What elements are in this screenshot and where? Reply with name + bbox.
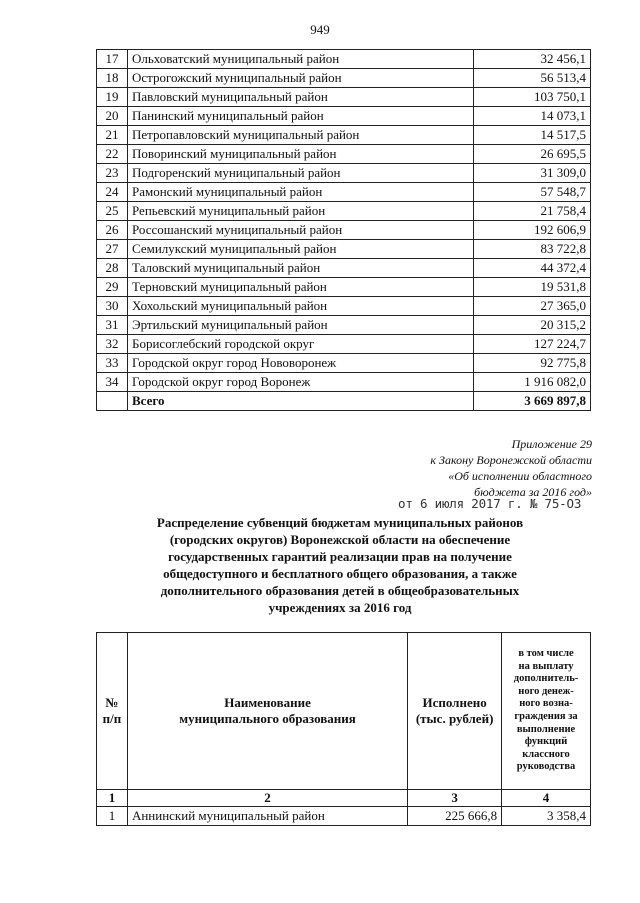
municipality-name: Хохольский муниципальный район (128, 297, 474, 316)
row-number: 1 (97, 807, 128, 826)
row-number: 17 (97, 50, 128, 69)
table-row (97, 259, 591, 278)
header-executed-line: (тыс. рублей) (415, 711, 494, 726)
amount-value: 26 695,5 (474, 145, 591, 164)
column-index: 1 (97, 790, 128, 807)
amount-value: 192 606,9 (474, 221, 591, 240)
amount-value: 14 517,5 (474, 126, 591, 145)
budget-table-body (97, 50, 591, 411)
header-municipality-line: Наименование (224, 695, 311, 710)
table-row (97, 202, 591, 221)
page-number: 949 (310, 22, 330, 37)
appendix-note (430, 436, 592, 500)
header-class-reward-line: выполнение (516, 723, 576, 735)
amount-value: 103 750,1 (474, 88, 591, 107)
date-stamp: от 6 июля 2017 г. № 75-ОЗ (398, 496, 582, 511)
municipality-name: Репьевский муниципальный район (128, 202, 474, 221)
column-index: 4 (502, 790, 591, 807)
appendix-number: Приложение 29 (511, 437, 592, 451)
municipality-name: Ольховатский муниципальный район (128, 50, 474, 69)
municipality-name: Городской округ город Нововоронеж (128, 354, 474, 373)
total-row (97, 392, 591, 411)
header-class-reward-line: дополнитель- (513, 673, 579, 685)
amount-value: 31 309,0 (474, 164, 591, 183)
header-class-reward (502, 633, 591, 790)
amount-value: 57 548,7 (474, 183, 591, 202)
row-number: 19 (97, 88, 128, 107)
header-class-reward-line: на выплату (518, 660, 574, 672)
table-row (97, 88, 591, 107)
municipality-name: Таловский муниципальный район (128, 259, 474, 278)
table-row (97, 240, 591, 259)
header-executed-line: Исполнено (422, 695, 487, 710)
amount-value: 27 365,0 (474, 297, 591, 316)
table-row (97, 316, 591, 335)
title-line: общедоступного и бесплатного общего образования, а также (163, 566, 517, 581)
municipality-name: Семилукский муниципальный район (128, 240, 474, 259)
header-executed (408, 633, 502, 790)
amount-value: 44 372,4 (474, 259, 591, 278)
column-index-row (97, 790, 591, 807)
municipality-name: Павловский муниципальный район (128, 88, 474, 107)
row-number: 26 (97, 221, 128, 240)
row-number: 27 (97, 240, 128, 259)
header-class-reward-line: в том числе (518, 648, 574, 660)
row-number: 22 (97, 145, 128, 164)
municipality-name: Петропавловский муниципальный район (128, 126, 474, 145)
municipality-name: Терновский муниципальный район (128, 278, 474, 297)
header-municipality (127, 633, 407, 790)
title-line: (городских округов) Воронежской области на обеспечение (169, 532, 511, 547)
table-row (97, 50, 591, 69)
table-row (97, 807, 591, 826)
amount-value: 83 722,8 (474, 240, 591, 259)
row-number: 24 (97, 183, 128, 202)
row-number: 30 (97, 297, 128, 316)
row-number: 18 (97, 69, 128, 88)
amount-value: 19 531,8 (474, 278, 591, 297)
appendix-law-title: «Об исполнении областного (448, 469, 592, 483)
class-reward-value: 3 358,4 (502, 807, 591, 826)
row-number: 25 (97, 202, 128, 221)
header-class-reward-line: функций (524, 736, 568, 748)
amount-value: 32 456,1 (474, 50, 591, 69)
title-line: государственных гарантий реализации прав на получение (168, 549, 512, 564)
table-row (97, 183, 591, 202)
budget-table (96, 49, 591, 411)
table-row (97, 69, 591, 88)
header-number-abbr: п/п (102, 711, 122, 726)
table-row (97, 278, 591, 297)
municipality-name: Острогожский муниципальный район (128, 69, 474, 88)
amount-value: 127 224,7 (474, 335, 591, 354)
municipality-name: Поворинский муниципальный район (128, 145, 474, 164)
header-number (97, 633, 128, 790)
executed-value: 225 666,8 (408, 807, 502, 826)
total-label: Всего (128, 392, 474, 411)
row-number: 31 (97, 316, 128, 335)
amount-value: 92 775,8 (474, 354, 591, 373)
amount-value: 14 073,1 (474, 107, 591, 126)
row-number: 28 (97, 259, 128, 278)
table-row (97, 107, 591, 126)
table-row (97, 145, 591, 164)
appendix-law: к Закону Воронежской области (430, 453, 592, 467)
row-number: 34 (97, 373, 128, 392)
row-number: 33 (97, 354, 128, 373)
row-number: 32 (97, 335, 128, 354)
row-number: 21 (97, 126, 128, 145)
municipality-name: Городской округ город Воронеж (128, 373, 474, 392)
municipality-name: Рамонский муниципальный район (128, 183, 474, 202)
amount-value: 20 315,2 (474, 316, 591, 335)
amount-value: 21 758,4 (474, 202, 591, 221)
total-number-cell (97, 392, 128, 411)
total-value: 3 669 897,8 (474, 392, 591, 411)
title-line: Распределение субвенций бюджетам муниципальных районов (156, 515, 524, 530)
row-number: 29 (97, 278, 128, 297)
row-number: 23 (97, 164, 128, 183)
amount-value: 1 916 082,0 (474, 373, 591, 392)
header-class-reward-line: классного (522, 748, 570, 760)
subvention-table-body (97, 790, 591, 826)
table-row (97, 354, 591, 373)
document-title (100, 514, 580, 616)
table-row (97, 335, 591, 354)
municipality-name: Подгоренский муниципальный район (128, 164, 474, 183)
amount-value: 56 513,4 (474, 69, 591, 88)
table-row (97, 297, 591, 316)
header-class-reward-line: руководства (516, 761, 576, 773)
header-class-reward-line: ного денеж- (518, 685, 574, 697)
municipality-name: Борисоглебский городской округ (128, 335, 474, 354)
subvention-table (96, 632, 591, 826)
header-class-reward-line: граждения за (514, 711, 578, 722)
header-municipality-line: муниципального образования (179, 711, 356, 726)
municipality-name: Аннинский муниципальный район (127, 807, 407, 826)
row-number: 20 (97, 107, 128, 126)
municipality-name: Россошанский муниципальный район (128, 221, 474, 240)
title-line: дополнительного образования детей в общеобразовательных (160, 583, 520, 598)
column-index: 2 (127, 790, 407, 807)
table-row (97, 126, 591, 145)
municipality-name: Панинский муниципальный район (128, 107, 474, 126)
header-number-symbol: № (105, 695, 119, 710)
title-line: учреждениях за 2016 год (268, 600, 412, 615)
table-row (97, 373, 591, 392)
municipality-name: Эртильский муниципальный район (128, 316, 474, 335)
column-index: 3 (408, 790, 502, 807)
appendix-law-year: бюджета за 2016 год» (474, 485, 592, 499)
table-row (97, 164, 591, 183)
table-row (97, 221, 591, 240)
header-class-reward-line: ного возна- (519, 698, 573, 710)
